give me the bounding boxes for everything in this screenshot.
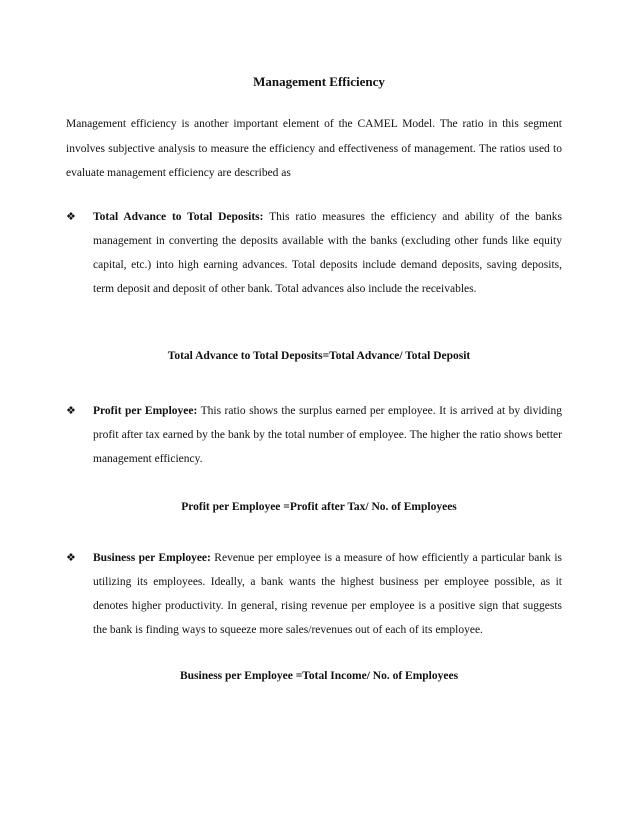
bullet-profit-per-employee [66, 399, 562, 471]
bullet-business-per-employee [66, 546, 562, 642]
bullet-text [93, 546, 562, 642]
bullet-body: Revenue per employee is a measure of how efficiently a particular bank is utilizing its employees. Ideally, a bank wants the highest business per employee possible, as it denotes higher productivity. In general, rising revenue per employee is a positive sign that suggests the bank is finding ways to squeeze more sales/revenues out of each of its employee. [93, 552, 562, 636]
diamond-bullet-icon: ❖ [66, 551, 76, 564]
diamond-bullet-icon: ❖ [66, 210, 76, 223]
intro-paragraph: Management efficiency is another important element of the CAMEL Model. The ratio in this segment involves subjective analysis to measure the efficiency and effectiveness of management. The ratios used to evaluate management efficiency are described as [66, 118, 562, 179]
bullet-text [93, 205, 562, 301]
bullet-heading: Profit per Employee: [93, 405, 198, 417]
bullet-total-advance [66, 205, 562, 301]
bullet-body: This ratio shows the surplus earned per employee. It is arrived at by dividing profit after tax earned by the bank by the total number of employee. The higher the ratio shows better management efficiency. [93, 405, 562, 465]
diamond-bullet-icon: ❖ [66, 404, 76, 417]
bullet-body: This ratio measures the efficiency and ability of the banks management in converting the deposits available with the banks (excluding other funds like equity capital, etc.) into high earning advances. Total deposits include demand deposits, saving deposits, term deposit and deposit of other bank. Total advances also include the receivables. [93, 211, 563, 295]
bullet-text [93, 399, 562, 471]
bullet-heading: Total Advance to Total Deposits: [93, 211, 264, 223]
page-title: Management Efficiency [253, 74, 385, 89]
formula-business-per-employee: Business per Employee =Total Income/ No. of Employees [179, 670, 459, 682]
formula-profit-per-employee: Profit per Employee =Profit after Tax/ No. of Employees [181, 501, 457, 513]
formula-total-advance: Total Advance to Total Deposits=Total Advance/ Total Deposit [167, 350, 471, 362]
bullet-heading: Business per Employee: [93, 552, 211, 564]
